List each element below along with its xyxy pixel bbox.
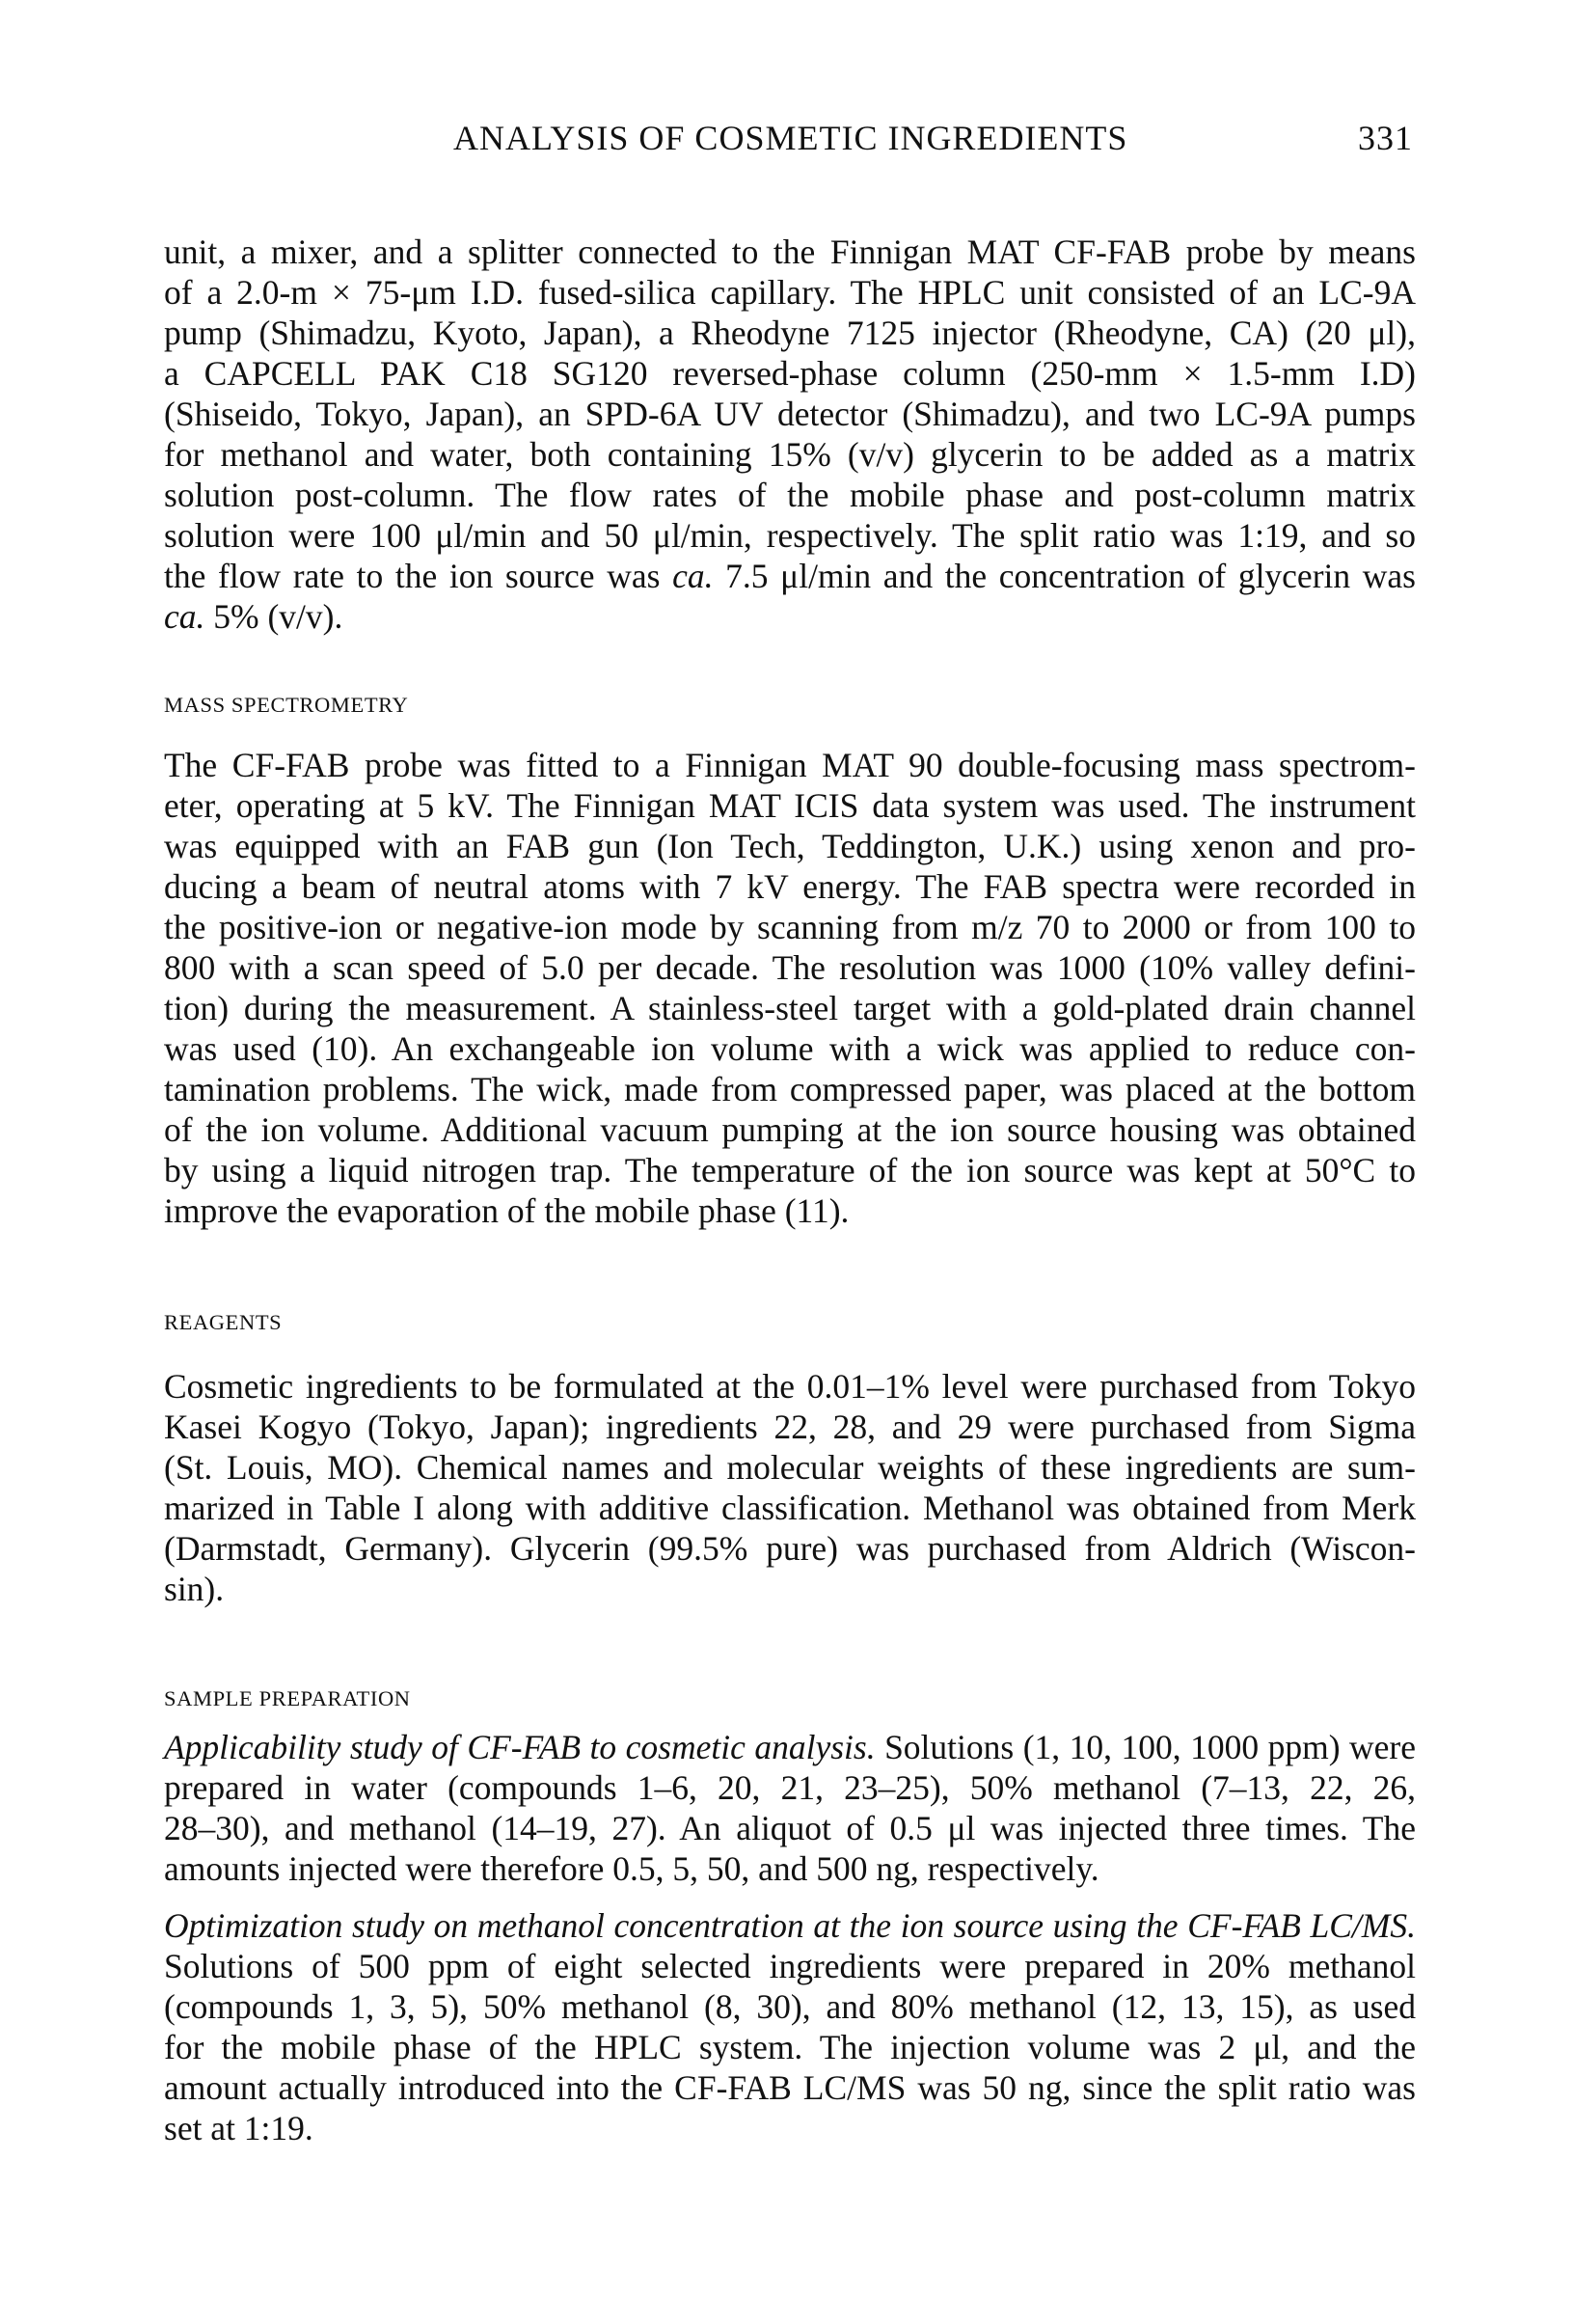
text-line: was used (10). An exchangeable ion volume with a wick was applied to reduce con- [164,1029,1416,1068]
text-line: prepared in water (compounds 1–6, 20, 21, 23–25), 50% methanol (7–13, 22, 26, [164,1768,1416,1807]
text-line: Kasei Kogyo (Tokyo, Japan); ingredients 22, 28, and 29 were purchased from Sigma [164,1408,1416,1446]
italic-abbreviation: ca. [672,557,714,595]
text-line: sin). [164,1570,225,1608]
running-title: ANALYSIS OF COSMETIC INGREDIENTS [453,119,1128,157]
text-line: 800 with a scan speed of 5.0 per decade. The resolution was 1000 (10% valley defini- [164,948,1416,987]
text-line: the positive-ion or negative-ion mode by scanning from m/z 70 to 2000 or from 100 to [164,908,1416,946]
text-line: Solutions of 500 ppm of eight selected ingredients were prepared in 20% methanol [164,1947,1416,1985]
section-heading-reagents: REAGENTS [164,1310,283,1334]
text-line: solution were 100 μl/min and 50 μl/min, respectively. The split ratio was 1:19, and so [164,516,1416,555]
text-line: unit, a mixer, and a splitter connected to the Finnigan MAT CF-FAB probe by means [164,232,1416,271]
text-line: improve the evaporation of the mobile phase (11). [164,1191,850,1230]
text-line: a CAPCELL PAK C18 SG120 reversed-phase column (250-mm × 1.5-mm I.D) [164,354,1416,393]
run-in-title: Applicability study of CF-FAB to cosmetic analysis. [164,1728,876,1766]
text-line: solution post-column. The flow rates of the mobile phase and post-column matrix [164,476,1416,514]
text-line: for the mobile phase of the HPLC system. The injection volume was 2 μl, and the [164,2028,1416,2066]
text-line: marized in Table I along with additive classification. Methanol was obtained from Merk [164,1489,1416,1527]
text-line: was equipped with an FAB gun (Ion Tech, Teddington, U.K.) using xenon and pro- [164,827,1416,865]
text-line: The CF-FAB probe was fitted to a Finnigan MAT 90 double-focusing mass spectrom- [164,746,1416,784]
text-line: of the ion volume. Additional vacuum pumping at the ion source housing was obtained [164,1110,1416,1149]
text-span: Solutions (1, 10, 100, 1000 ppm) were [875,1728,1416,1766]
text-line: amounts injected were therefore 0.5, 5, 50, and 500 ng, respectively. [164,1849,1099,1888]
text-line: set at 1:19. [164,2109,313,2147]
text-line: amount actually introduced into the CF-FAB LC/MS was 50 ng, since the split ratio was [164,2068,1416,2107]
text-line: eter, operating at 5 kV. The Finnigan MAT ICIS data system was used. The instrument [164,786,1416,825]
section-heading-mass-spectrometry: MASS SPECTROMETRY [164,693,409,717]
text-line: tion) during the measurement. A stainless-steel target with a gold-plated drain channel [164,989,1416,1027]
page-number: 331 [1358,119,1413,157]
text-line: (Shiseido, Tokyo, Japan), an SPD-6A UV detector (Shimadzu), and two LC-9A pumps [164,395,1416,433]
text-line: by using a liquid nitrogen trap. The temperature of the ion source was kept at 50°C to [164,1151,1416,1189]
text-line: (Darmstadt, Germany). Glycerin (99.5% pure) was purchased from Aldrich (Wiscon- [164,1529,1416,1568]
text-line-with-italic: the flow rate to the ion source was ca. 7.5 μl/min and the concentration of glycerin was [164,557,1416,595]
run-in-title: Optimization study on methanol concentration at the ion source using the CF-FAB LC/MS. [164,1906,1416,1945]
text-line: (compounds 1, 3, 5), 50% methanol (8, 30), and 80% methanol (12, 13, 15), as used [164,1987,1416,2026]
section-heading-sample-preparation: SAMPLE PREPARATION [164,1686,411,1710]
text-line-with-run-in-title [164,1905,1416,1946]
text-line: tamination problems. The wick, made from compressed paper, was placed at the bottom [164,1070,1416,1108]
text-line-with-italic: ca. 5% (v/v). [164,597,343,636]
text-line: of a 2.0-m × 75-μm I.D. fused-silica capillary. The HPLC unit consisted of an LC-9A [164,273,1416,312]
text-line: Cosmetic ingredients to be formulated at the 0.01–1% level were purchased from Tokyo [164,1367,1416,1406]
text-line: 28–30), and methanol (14–19, 27). An aliquot of 0.5 μl was injected three times. The [164,1809,1416,1847]
text-line: (St. Louis, MO). Chemical names and molecular weights of these ingredients are sum- [164,1448,1416,1487]
italic-abbreviation: ca. [164,597,205,636]
text-line: ducing a beam of neutral atoms with 7 kV energy. The FAB spectra were recorded in [164,867,1416,906]
text-line: for methanol and water, both containing 15% (v/v) glycerin to be added as a matrix [164,435,1416,474]
text-line-with-run-in-title [164,1727,1416,1767]
text-line: pump (Shimadzu, Kyoto, Japan), a Rheodyne 7125 injector (Rheodyne, CA) (20 μl), [164,314,1416,352]
